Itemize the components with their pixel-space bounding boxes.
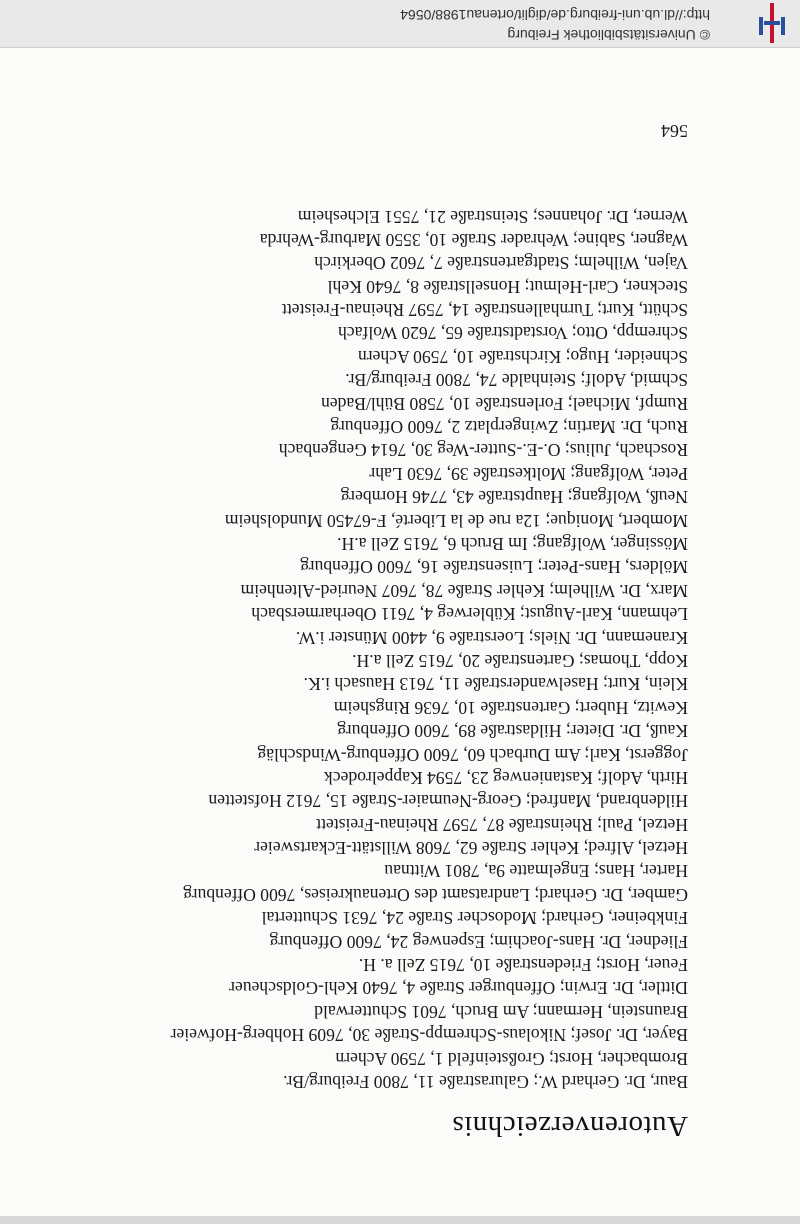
author-entry: Wagner, Sabine; Wehrader Straße 10, 3550 Marburg-Wehrda [259, 229, 688, 250]
author-entry: Gamber, Dr. Gerhard; Landratsamt des Ortenaukreises, 7600 Offenburg [183, 884, 688, 905]
logo-bar-right [759, 17, 763, 35]
author-entry: Klein, Kurt; Haselwanderstraße 11, 7613 Hausach i.K. [303, 674, 688, 695]
author-entry: Peter, Wolfgang; Moltkestraße 39, 7630 Lahr [369, 463, 688, 484]
author-entry: Lehmann, Karl-August; Küblerweg 4, 7611 Oberharmersbach [251, 604, 688, 625]
author-entry: Schmid, Adolf; Steinhalde 74, 7800 Freiburg/Br. [345, 370, 688, 391]
author-entry: Hetzel, Paul; Rheinstraße 87, 7597 Rheinau-Freistett [316, 814, 688, 835]
author-entry: Brombacher, Horst; Großsteinfeld 1, 7590 Achern [335, 1048, 688, 1069]
author-entry: Steckner, Carl-Helmut; Honsellstraße 8, 7640 Kehl [327, 276, 688, 297]
copyright-credit: © Universitätsbibliothek Freiburg [507, 27, 710, 43]
author-entry: Mössinger, Wolfgang; Im Bruch 6, 7615 Zell a.H. [337, 534, 688, 555]
author-entry: Schrempp, Otto; Vorstadtstraße 65, 7620 Wolfach [338, 323, 688, 344]
author-entry: Roschach, Julius; O.-E.-Sutter-Weg 30, 7614 Gengenbach [278, 440, 688, 461]
university-library-logo-icon [752, 3, 792, 43]
author-entry: Marx, Dr. Wilhelm; Kehler Straße 78, 7607 Neuried-Altenheim [240, 580, 688, 601]
author-entry: Werner, Dr. Johannes; Steinstraße 21, 7551 Elchesheim [297, 206, 688, 227]
author-entry: Kewitz, Hubert; Gartenstraße 10, 7636 Ringsheim [333, 697, 688, 718]
author-entry: Neuß, Wolfgang; Hauptstraße 43, 7746 Hornberg [340, 487, 688, 508]
author-entry: Harter, Hans; Engelmatte 9a, 7801 Wittnau [384, 861, 688, 882]
author-entry: Mölders, Hans-Peter; Luisenstraße 16, 7600 Offenburg [300, 557, 688, 578]
page-title: Autorenverzeichnis [451, 1110, 688, 1142]
viewer-bottom-strip [0, 1216, 800, 1224]
author-entry: Joggerst, Karl; Am Durbach 60, 7600 Offenburg-Windschläg [257, 744, 688, 765]
scanned-page [0, 48, 800, 1216]
author-entry: Kranemann, Dr. Niels; Loerstraße 9, 4400 Münster i.W. [295, 627, 688, 648]
author-entry: Baur, Dr. Gerhard W.; Galurastraße 11, 7800 Freiburg/Br. [283, 1072, 688, 1092]
author-entry: Hirth, Adolf; Kastanienweg 23, 7594 Kappelrodeck [323, 767, 688, 788]
author-entry: Rumpf, Michael; Forlenstraße 10, 7580 Bühl/Baden [321, 393, 688, 414]
author-entry: Kauß, Dr. Dieter; Hildastraße 89, 7600 Offenburg [337, 721, 688, 742]
author-entry: Kopp, Thomas; Gartenstraße 20, 7615 Zell a.H. [352, 650, 688, 671]
author-entry: Hetzel, Alfred; Kehler Straße 62, 7608 Willstätt-Eckartsweier [254, 838, 688, 859]
author-entry: Braunstein, Hermann; Am Bruch, 7601 Schutterwald [314, 1001, 688, 1022]
author-list [171, 204, 688, 1093]
author-entry: Vajen, Wilhelm; Stadtgartenstraße 7, 7602 Oberkirch [314, 253, 688, 274]
library-banner [0, 0, 800, 48]
author-entry: Fliedner, Dr. Hans-Joachim; Espenweg 24, 7600 Offenburg [269, 931, 688, 952]
author-entry: Feuer, Horst; Friedenstraße 10, 7615 Zell a. H. [358, 955, 688, 976]
author-entry: Mombert, Monique; 12a rue de la Liberté, F-67450 Mundolsheim [224, 510, 688, 531]
logo-bar-left [781, 17, 785, 35]
author-entry: Schneider, Hugo; Kirchstraße 10, 7590 Achern [357, 346, 688, 367]
author-entry: Dittler, Dr. Erwin; Offenburger Straße 4, 7640 Kehl-Goldscheuer [229, 978, 688, 999]
page-number: 564 [661, 121, 688, 141]
author-entry: Ruch, Dr. Martin; Zwingerplatz 2, 7600 Offenburg [330, 417, 688, 438]
logo-bar-crossbar [764, 21, 780, 25]
author-entry: Bayer, Dr. Josef; Nikolaus-Schrempp-Straße 30, 7609 Hohberg-Hofweier [170, 1025, 688, 1046]
permalink-url[interactable]: http://dl.ub.uni-freiburg.de/diglit/ortenau1988/0564 [400, 7, 710, 23]
author-entry: Finkbeiner, Gerhard; Modoscher Straße 24, 7631 Schuttertal [261, 908, 688, 929]
author-entry: Hildenbrand, Manfred; Georg-Neumaier-Straße 15, 7612 Hofstetten [208, 791, 688, 812]
author-entry: Schütt, Kurt; Turnhallenstraße 14, 7597 Rheinau-Freistett [281, 300, 688, 321]
